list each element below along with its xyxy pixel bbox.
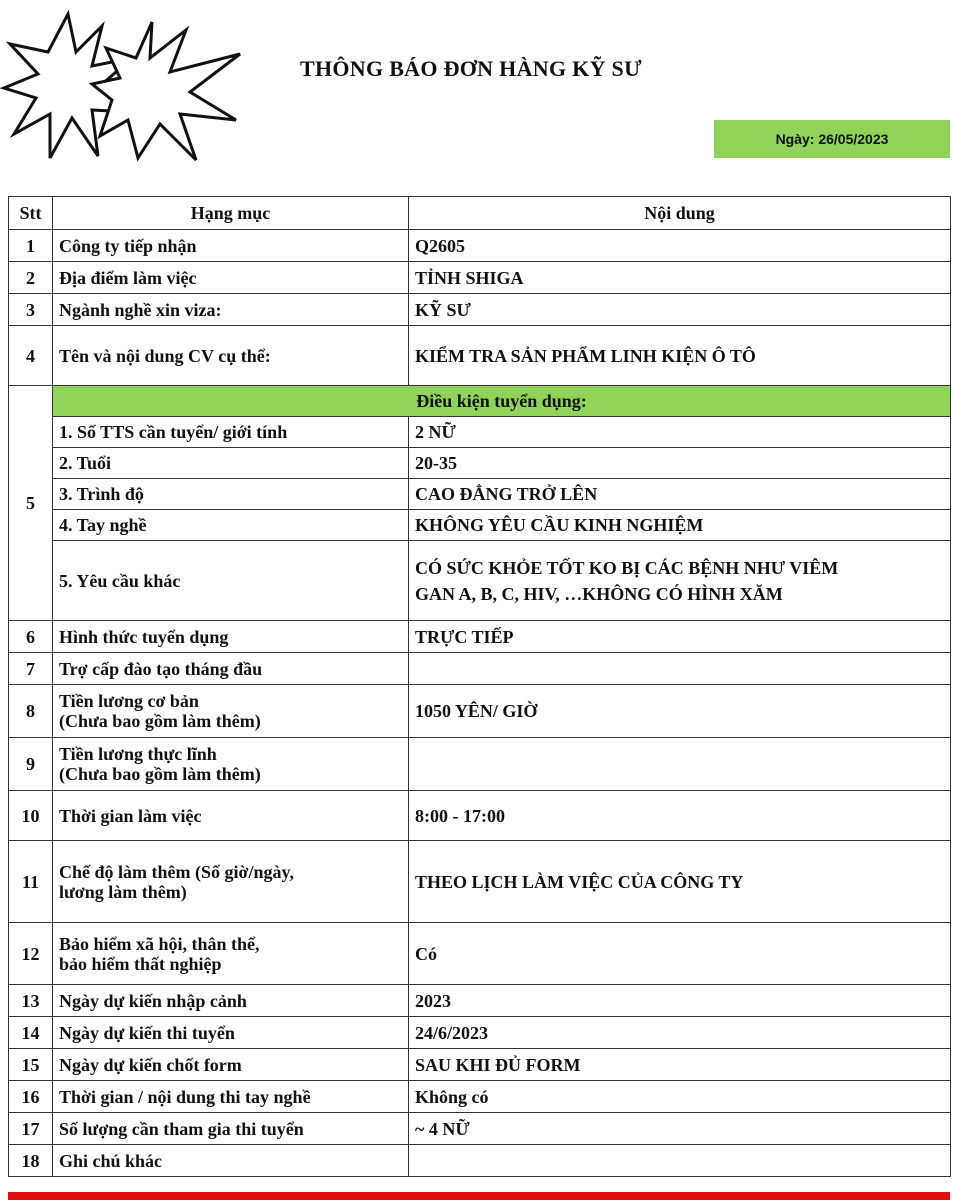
row-number: 13 [9,985,53,1017]
item-line: bảo hiểm thất nghiệp [59,953,222,974]
section-title: Điều kiện tuyển dụng: [53,386,951,417]
row-content: CAO ĐẲNG TRỞ LÊN [409,479,951,510]
content-line: GAN A, B, C, HIV, …KHÔNG CÓ HÌNH XĂM [415,583,783,604]
row-number: 5 [9,386,53,621]
starburst-stamp-icon [0,8,250,168]
row-item: Ngày dự kiến thi tuyển [53,1017,409,1049]
table-subrow [9,417,951,448]
row-content: 8:00 - 17:00 [409,791,951,841]
table-subrow [9,448,951,479]
row-item: 4. Tay nghề [53,510,409,541]
row-content [409,1145,951,1177]
item-line: Tiền lương cơ bản [59,691,199,711]
row-content: 20-35 [409,448,951,479]
row-content: Q2605 [409,230,951,262]
row-content: 2 NỮ [409,417,951,448]
table-row [9,621,951,653]
table-row [9,326,951,386]
row-item: Ngày dự kiến chốt form [53,1049,409,1081]
row-number: 4 [9,326,53,386]
table-row [9,841,951,923]
row-number: 9 [9,738,53,791]
table-row [9,294,951,326]
item-line: (Chưa bao gồm làm thêm) [59,764,261,784]
row-number: 8 [9,685,53,738]
item-line: (Chưa bao gồm làm thêm) [59,711,261,731]
row-item: Số lượng cần tham gia thi tuyển [53,1113,409,1145]
row-item [53,841,409,923]
table-header-row [9,197,951,230]
footer-red-bar [8,1192,950,1200]
row-item: Địa điểm làm việc [53,262,409,294]
row-item: Tên và nội dung CV cụ thể: [53,326,409,386]
row-item: Ngày dự kiến nhập cảnh [53,985,409,1017]
table-row [9,738,951,791]
row-number: 3 [9,294,53,326]
row-item: Ghi chú khác [53,1145,409,1177]
table-row [9,1017,951,1049]
row-item: 2. Tuổi [53,448,409,479]
table-subrow [9,541,951,621]
row-number: 10 [9,791,53,841]
row-content: SAU KHI ĐỦ FORM [409,1049,951,1081]
row-content: ~ 4 NỮ [409,1113,951,1145]
row-item: Công ty tiếp nhận [53,230,409,262]
item-line: Tiền lương thực lĩnh [59,744,217,764]
table-row [9,653,951,685]
table-subrow [9,510,951,541]
row-number: 14 [9,1017,53,1049]
table-row [9,386,951,417]
row-content: TRỰC TIẾP [409,621,951,653]
column-header-item: Hạng mục [53,197,409,230]
row-number: 16 [9,1081,53,1113]
row-item: 3. Trình độ [53,479,409,510]
row-content: 24/6/2023 [409,1017,951,1049]
row-item: 1. Số TTS cần tuyển/ giới tính [53,417,409,448]
item-line: Chế độ làm thêm (Số giờ/ngày, [59,861,294,882]
table-row [9,685,951,738]
table-row [9,985,951,1017]
order-table [8,196,951,1177]
row-content: 2023 [409,985,951,1017]
table-row [9,1113,951,1145]
row-item: Ngành nghề xin viza: [53,294,409,326]
column-header-stt: Stt [9,197,53,230]
row-number: 17 [9,1113,53,1145]
item-line: lương làm thêm) [59,881,187,902]
row-content: KỸ SƯ [409,294,951,326]
row-number: 6 [9,621,53,653]
row-item [53,685,409,738]
row-content: KHÔNG YÊU CẦU KINH NGHIỆM [409,510,951,541]
table-row [9,1145,951,1177]
row-content: Không có [409,1081,951,1113]
row-item: Thời gian / nội dung thi tay nghề [53,1081,409,1113]
row-number: 12 [9,923,53,985]
content-line: CÓ SỨC KHỎE TỐT KO BỊ CÁC BỆNH NHƯ VIÊM [415,557,839,578]
row-content [409,541,951,621]
row-number: 7 [9,653,53,685]
table-row [9,1049,951,1081]
table-subrow [9,479,951,510]
row-content: 1050 YÊN/ GIỜ [409,685,951,738]
table-row [9,923,951,985]
table-row [9,262,951,294]
row-item [53,923,409,985]
date-text: Ngày: 26/05/2023 [775,131,889,147]
row-number: 18 [9,1145,53,1177]
row-number: 11 [9,841,53,923]
row-content: KIỂM TRA SẢN PHẨM LINH KIỆN Ô TÔ [409,326,951,386]
table-row [9,791,951,841]
row-item: 5. Yêu cầu khác [53,541,409,621]
row-number: 2 [9,262,53,294]
row-content [409,653,951,685]
row-content: TỈNH SHIGA [409,262,951,294]
row-item: Hình thức tuyển dụng [53,621,409,653]
table-row [9,230,951,262]
row-item: Trợ cấp đào tạo tháng đầu [53,653,409,685]
row-item: Thời gian làm việc [53,791,409,841]
column-header-content: Nội dung [409,197,951,230]
date-badge [714,120,950,158]
table-row [9,1081,951,1113]
row-number: 15 [9,1049,53,1081]
item-line: Bảo hiểm xã hội, thân thể, [59,933,260,954]
row-number: 1 [9,230,53,262]
row-content: Có [409,923,951,985]
row-item [53,738,409,791]
row-content [409,738,951,791]
row-content: THEO LỊCH LÀM VIỆC CỦA CÔNG TY [409,841,951,923]
page-title: THÔNG BÁO ĐƠN HÀNG KỸ SƯ [300,56,642,81]
